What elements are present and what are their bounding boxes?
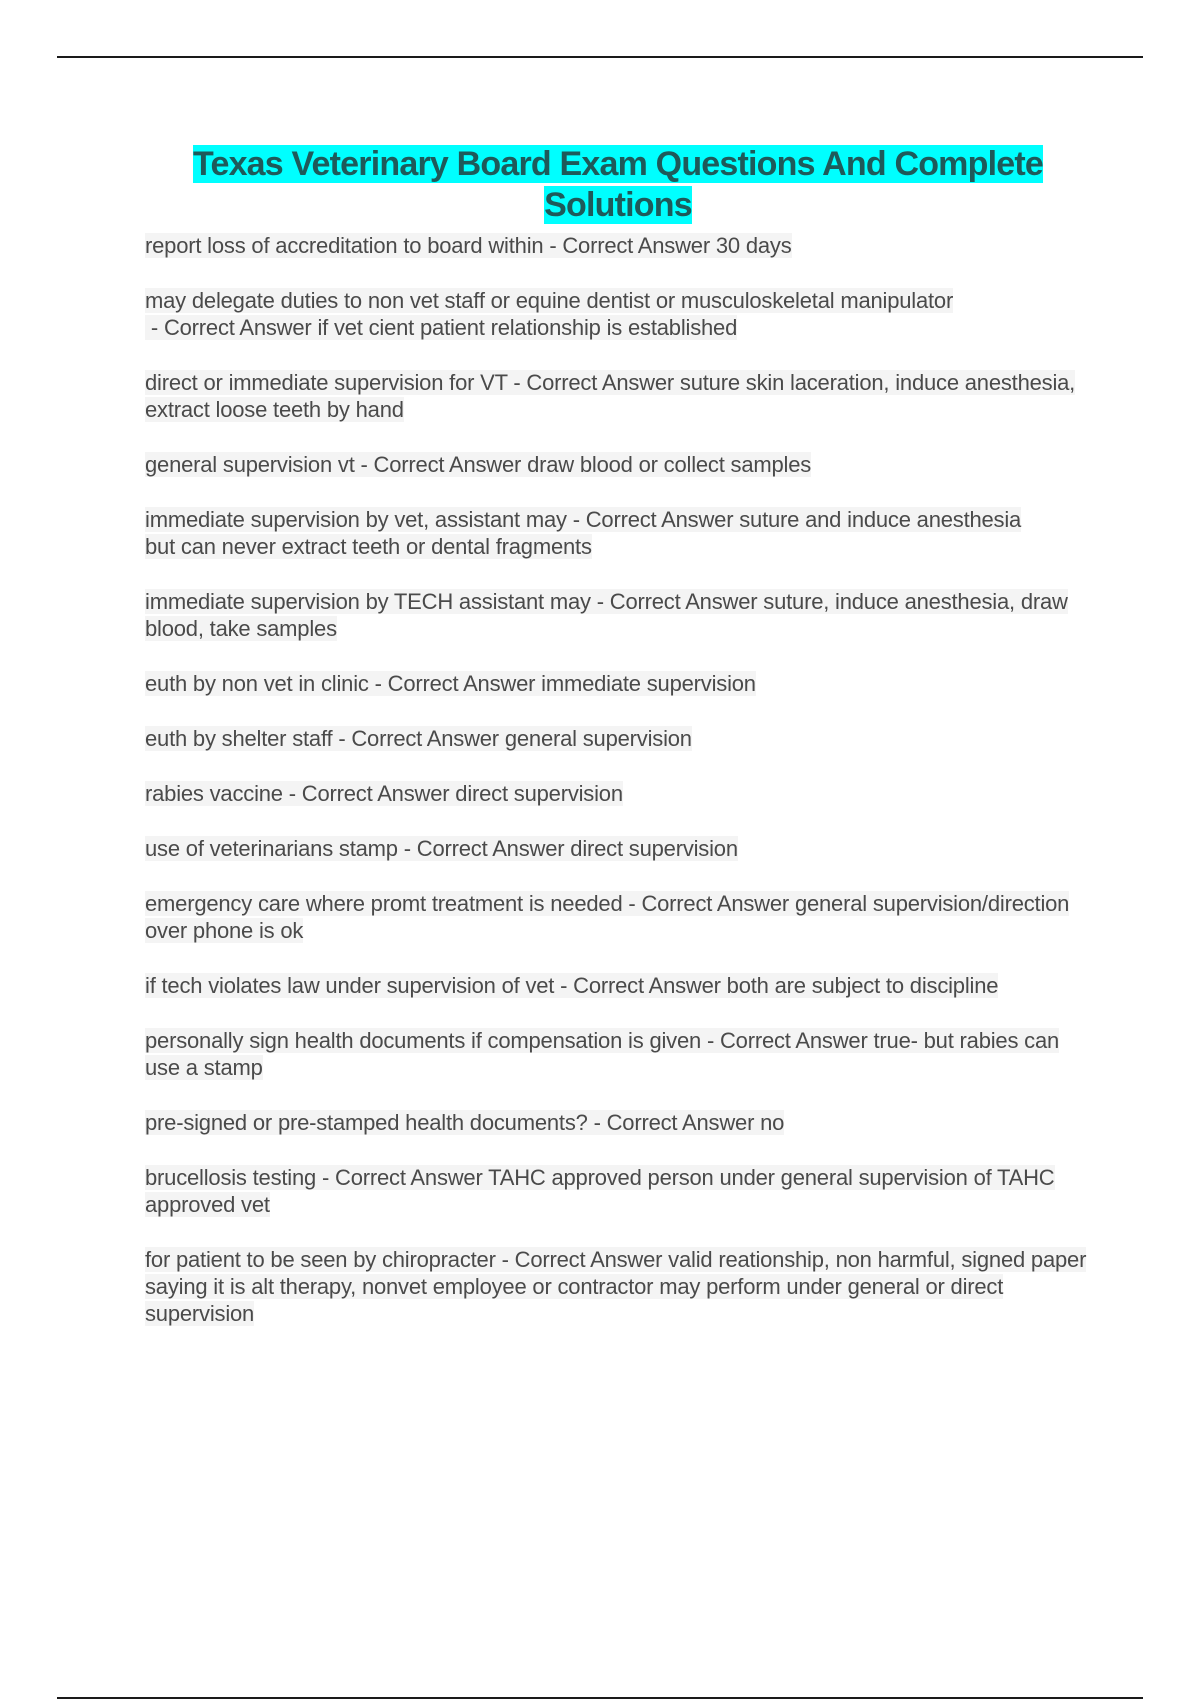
- answer-separator: - Correct Answer: [543, 233, 716, 258]
- question: may delegate duties to non vet staff or equine dentist or musculoskeletal manipulator: [145, 288, 954, 313]
- document-title: Texas Veterinary Board Exam Questions And Complete Solutions: [193, 145, 1043, 224]
- qa-item: [145, 780, 1095, 807]
- answer: general supervision: [504, 726, 692, 751]
- question: report loss of accreditation to board within: [145, 233, 544, 258]
- question: immediate supervision by TECH assistant may: [145, 589, 591, 614]
- question: for patient to be seen by chiropracter: [145, 1247, 496, 1272]
- qa-item: [145, 588, 1095, 642]
- qa-item: [145, 890, 1095, 944]
- question: pre-signed or pre-stamped health documents?: [145, 1110, 588, 1135]
- qa-item: [145, 451, 1095, 478]
- answer-separator: - Correct Answer: [507, 370, 680, 395]
- answer: if vet cient patient relationship is established: [317, 315, 738, 340]
- answer: true- but rabies can use a stamp: [145, 1028, 1060, 1080]
- question: if tech violates law under supervision of vet: [145, 973, 555, 998]
- qa-item: [145, 670, 1095, 697]
- question: direct or immediate supervision for VT: [145, 370, 508, 395]
- answer: suture skin laceration, induce anesthesia, extract loose teeth by hand: [145, 370, 1076, 422]
- answer: immediate supervision: [541, 671, 756, 696]
- answer-separator: - Correct Answer: [145, 315, 318, 340]
- page-top-rule: [57, 56, 1143, 58]
- answer-separator: - Correct Answer: [316, 1165, 489, 1190]
- title-container: [140, 144, 1096, 226]
- question: immediate supervision by vet, assistant may: [145, 507, 567, 532]
- question: personally sign health documents if compensation is given: [145, 1028, 702, 1053]
- question: use of veterinarians stamp: [145, 836, 398, 861]
- qa-item: [145, 835, 1095, 862]
- answer: both are subject to discipline: [726, 973, 999, 998]
- question: emergency care where promt treatment is needed: [145, 891, 623, 916]
- question: rabies vaccine: [145, 781, 283, 806]
- answer: valid reationship, non harmful, signed paper saying it is alt therapy, nonvet employee or contractor may perform under general or direct supervision: [145, 1247, 1087, 1326]
- qa-item: [145, 1027, 1095, 1081]
- answer-separator: - Correct Answer: [566, 507, 740, 532]
- answer: suture and induce anesthesia: [739, 507, 1022, 532]
- answer-separator: - Correct Answer: [397, 836, 571, 861]
- answer-separator: - Correct Answer: [368, 671, 542, 696]
- answer: direct supervision: [570, 836, 738, 861]
- answer-separator: - Correct Answer: [554, 973, 727, 998]
- qa-item: [145, 1246, 1095, 1327]
- answer: 30 days: [715, 233, 792, 258]
- qa-item: [145, 369, 1095, 423]
- answer-separator: - Correct Answer: [622, 891, 795, 916]
- qa-item: [145, 972, 1095, 999]
- answer-continuation: but can never extract teeth or dental fragments: [145, 534, 592, 559]
- answer: direct supervision: [455, 781, 623, 806]
- answer-separator: - Correct Answer: [282, 781, 456, 806]
- answer: draw blood or collect samples: [527, 452, 812, 477]
- qa-item: [145, 1164, 1095, 1218]
- question: euth by shelter staff: [145, 726, 333, 751]
- qa-item: [145, 232, 1095, 259]
- qa-item: [145, 725, 1095, 752]
- answer-separator: - Correct Answer: [354, 452, 528, 477]
- answer: general supervision/direction over phone is ok: [145, 891, 1070, 943]
- answer: no: [760, 1110, 785, 1135]
- answer: suture, induce anesthesia, draw blood, take samples: [145, 589, 1068, 641]
- question: brucellosis testing: [145, 1165, 317, 1190]
- answer-separator: - Correct Answer: [332, 726, 505, 751]
- qa-item: [145, 506, 1095, 560]
- qa-item: [145, 287, 1095, 341]
- question: general supervision vt: [145, 452, 355, 477]
- answer-separator: - Correct Answer: [590, 589, 764, 614]
- qa-item: [145, 1109, 1095, 1136]
- question: euth by non vet in clinic: [145, 671, 369, 696]
- answer-separator: - Correct Answer: [495, 1247, 669, 1272]
- answer-separator: - Correct Answer: [701, 1028, 874, 1053]
- answer: TAHC approved person under general supervision of TAHC approved vet: [145, 1165, 1055, 1217]
- qa-list: [145, 232, 1095, 1355]
- page-bottom-rule: [57, 1697, 1143, 1699]
- answer-separator: - Correct Answer: [587, 1110, 761, 1135]
